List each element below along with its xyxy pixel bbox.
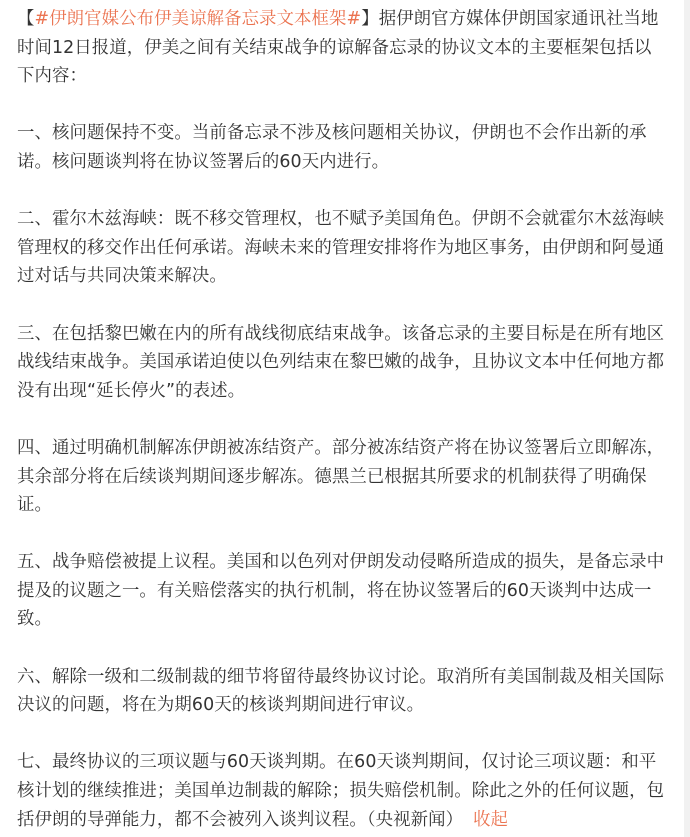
intro-paragraph <box>17 5 665 91</box>
intro-text: 据伊朗官方媒体伊朗国家通讯社当地时间12日报道，伊美之间有关结束战争的谅解备忘录的协议文本的主要框架包括以下内容： <box>17 9 659 87</box>
paragraph-5: 五、战争赔偿被提上议程。美国和以色列对伊朗发动侵略所造成的损失，是备忘录中提及的议题之一。有关赔偿落实的执行机制，将在协议签署后的60天谈判中达成一致。 <box>17 552 665 630</box>
paragraph-3: 三、在包括黎巴嫩在内的所有战线彻底结束战争。该备忘录的主要目标是在所有地区战线结束战争。美国承诺迫使以色列结束在黎巴嫩的战争，且协议文本中任何地方都没有出现“延长停火”的表述。 <box>17 323 665 401</box>
paragraph-1: 一、核问题保持不变。当前备忘录不涉及核问题相关协议，伊朗也不会作出新的承诺。核问题谈判将在协议签署后的60天内进行。 <box>17 123 647 172</box>
paragraph-7-text: 七、最终协议的三项议题与60天谈判期。在60天谈判期间，仅讨论三项议题：和平核计划的继续推进；美国单边制裁的解除；损失赔偿机制。除此之外的任何议题，包括伊朗的导弹能力，都不会被列入谈判议程。（央视新闻） <box>17 752 665 830</box>
bracket-close: 】 <box>361 9 379 29</box>
paragraph-7 <box>17 748 665 834</box>
paragraph-2: 二、霍尔木兹海峡：既不移交管理权，也不赋予美国角色。伊朗不会就霍尔木兹海峡管理权的移交作出任何承诺。海峡未来的管理安排将作为地区事务，由伊朗和阿曼通过对话与共同决策来解决。 <box>17 209 665 287</box>
paragraph-4: 四、通过明确机制解冻伊朗被冻结资产。部分被冻结资产将在协议签署后立即解冻，其余部分将在后续谈判期间逐步解冻。德黑兰已根据其所要求的机制获得了明确保证。 <box>17 437 665 516</box>
collapse-link[interactable]: 收起 <box>473 809 509 830</box>
paragraph-6: 六、解除一级和二级制裁的细节将留待最终协议讨论。取消所有美国制裁及相关国际决议的问题，将在为期60天的核谈判期间进行审议。 <box>17 666 665 716</box>
scrollbar[interactable] <box>684 0 690 837</box>
bracket-open: 【 <box>17 9 35 29</box>
topic-hashtag-link[interactable]: #伊朗官媒公布伊美谅解备忘录文本框架# <box>34 9 362 29</box>
post-body <box>17 5 665 837</box>
